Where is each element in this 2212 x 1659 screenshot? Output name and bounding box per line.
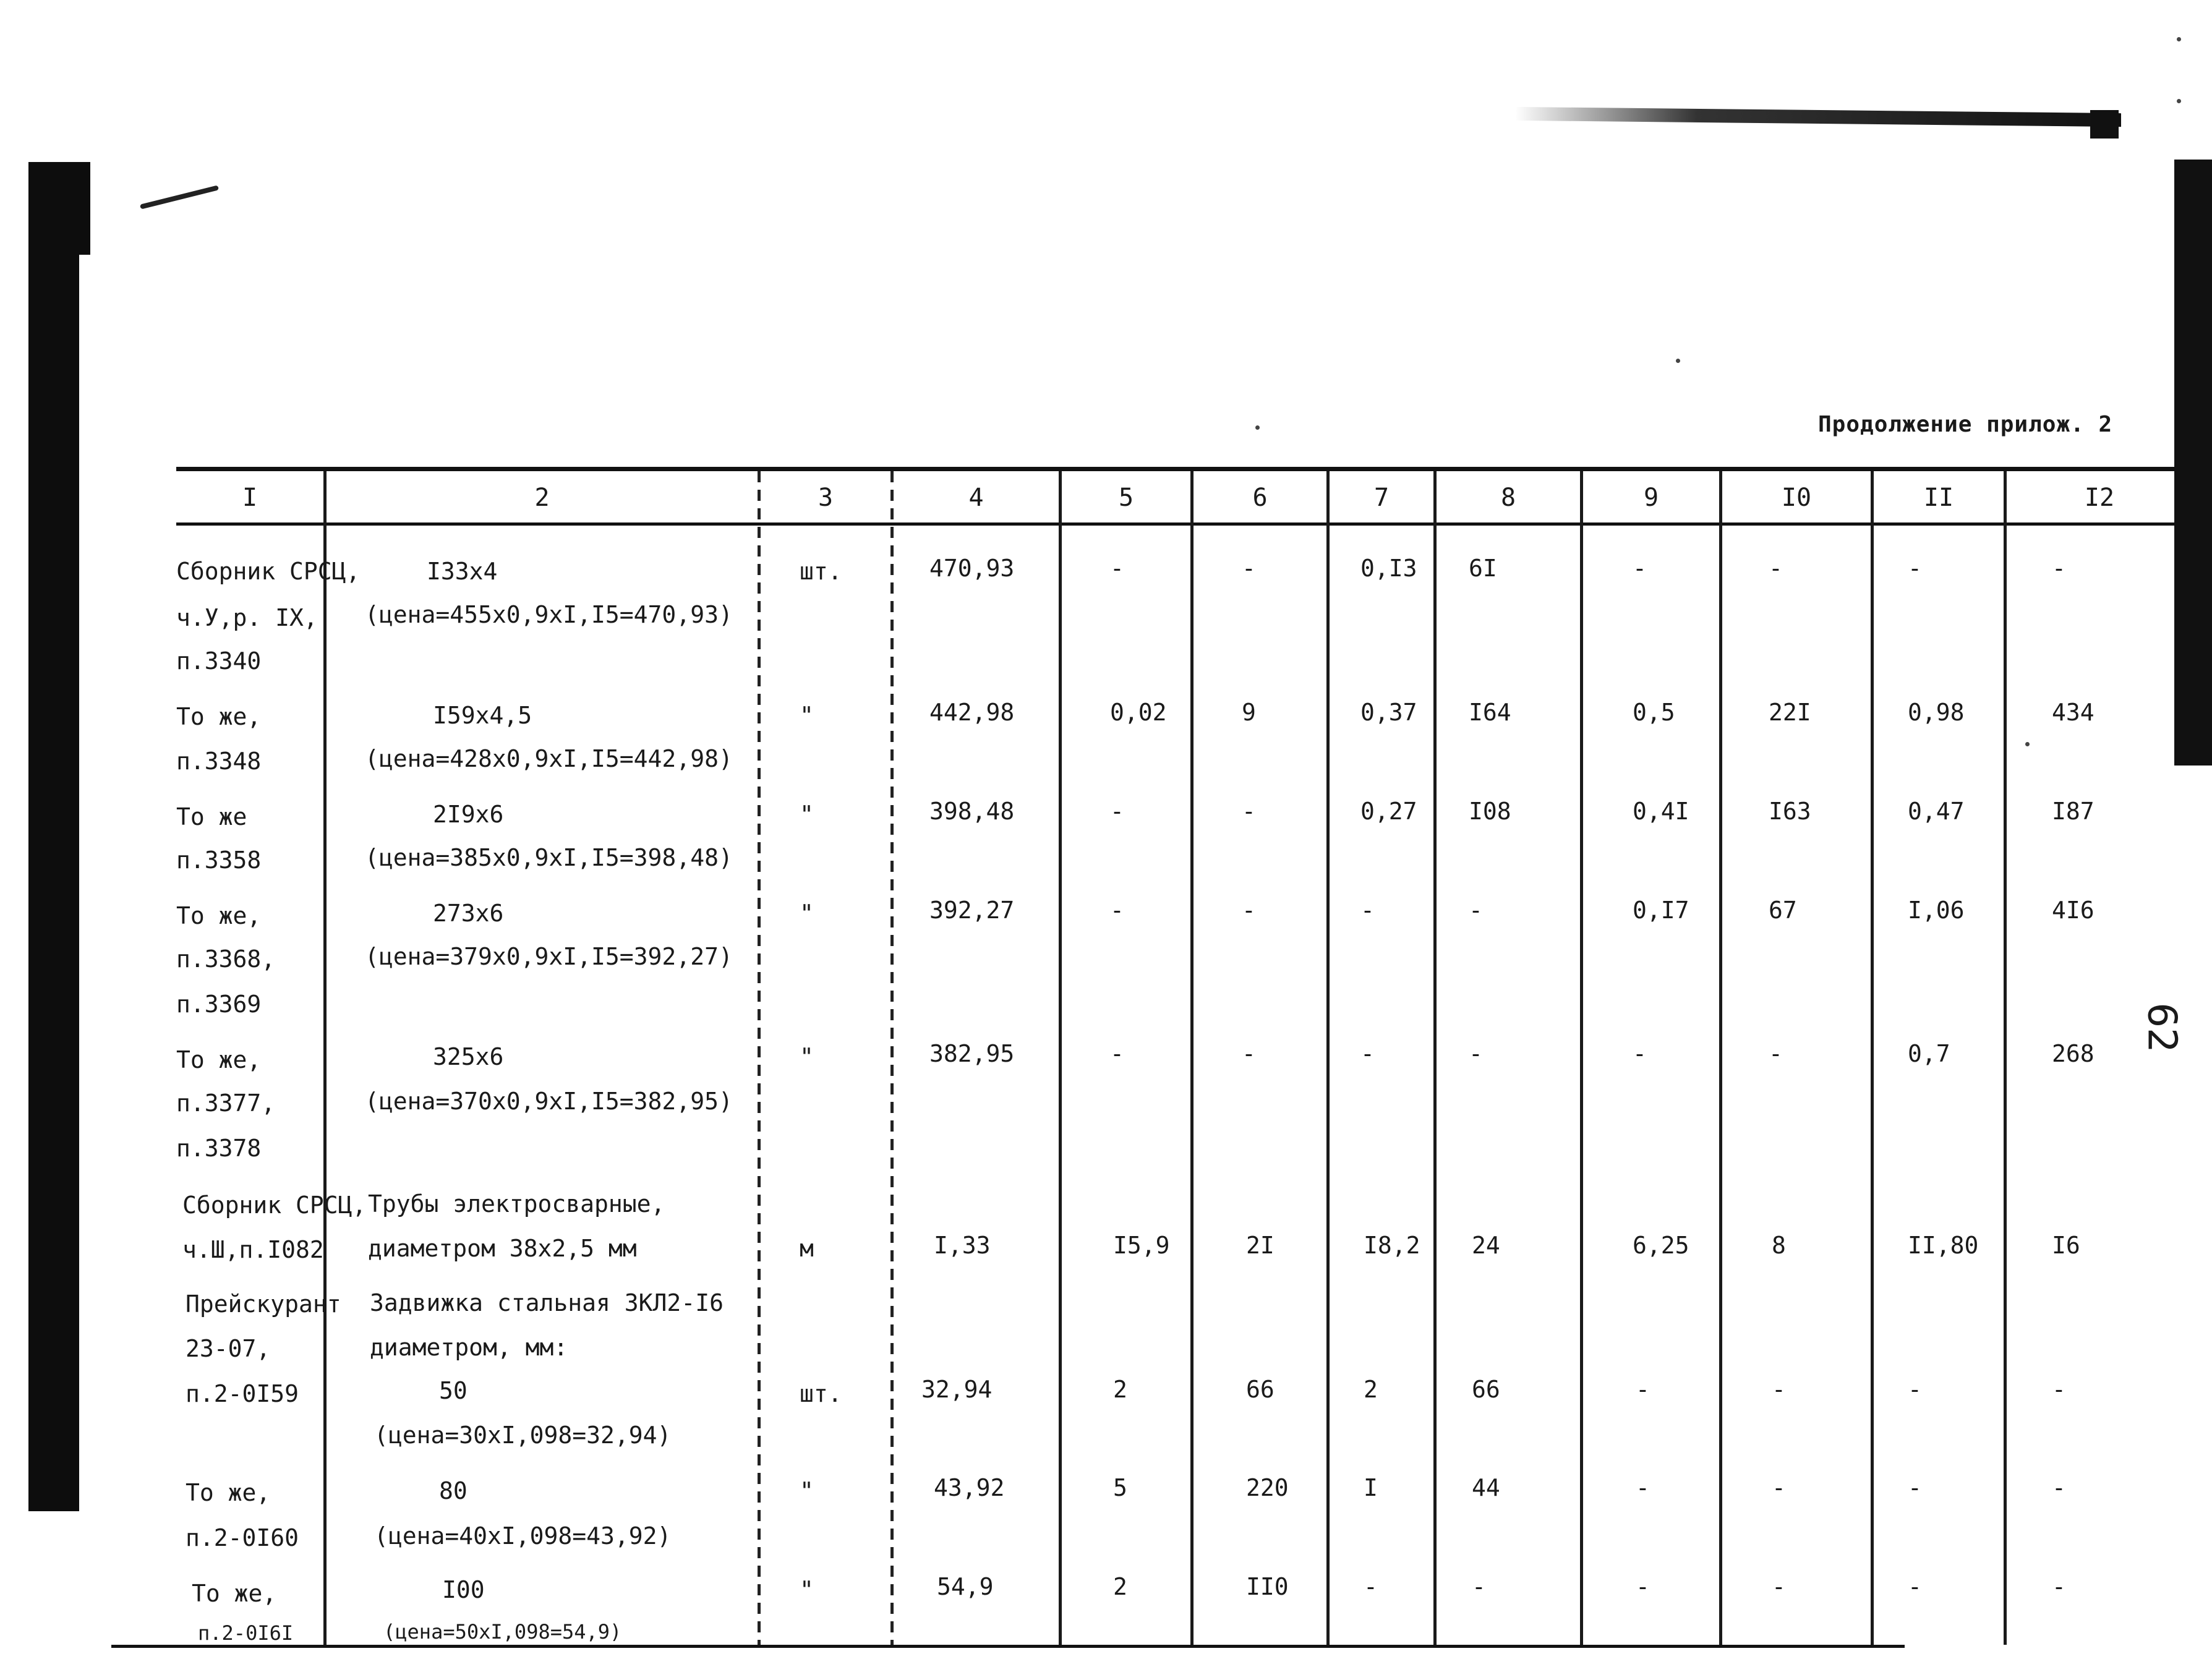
row-value-col4: 442,98 (929, 699, 1015, 726)
row-source: 23-07, (186, 1335, 271, 1362)
row-unit: " (800, 801, 814, 828)
row-value-col4: 470,93 (929, 555, 1015, 582)
row-unit: " (800, 1576, 814, 1603)
scan-streak-top (1515, 107, 2121, 127)
row-value-col9: - (1633, 1040, 1647, 1067)
row-description: 2I9x6 (433, 801, 504, 828)
row-value-col8: I64 (1469, 699, 1511, 726)
row-source: То же, (176, 703, 262, 730)
header-col-8: 8 (1500, 484, 1516, 512)
row-value-col12: 4I6 (2052, 897, 2095, 924)
row-value-col11: - (1908, 1474, 1922, 1501)
row-value-col12: - (2052, 1474, 2066, 1501)
row-unit: " (800, 702, 814, 729)
row-value-col10: - (1772, 1474, 1786, 1501)
row-description: (цена=50xI,098=54,9) (383, 1620, 622, 1644)
row-description: (цена=385x0,9xI,I5=398,48) (365, 844, 733, 871)
row-value-col6: 66 (1246, 1376, 1275, 1403)
row-description: (цена=370x0,9xI,I5=382,95) (365, 1088, 733, 1115)
row-source: п.3368, (176, 945, 276, 973)
row-source: п.2-0I59 (186, 1380, 299, 1407)
row-value-col12: - (2052, 555, 2066, 582)
header-col-3: 3 (818, 484, 834, 512)
row-value-col5: 0,02 (1110, 699, 1167, 726)
speck (2025, 742, 2030, 746)
header-col-2: 2 (534, 484, 550, 512)
row-value-col8: - (1472, 1573, 1486, 1600)
row-source: п.3358 (176, 847, 262, 874)
row-unit: " (800, 1043, 814, 1070)
header-col-5: 5 (1118, 484, 1134, 512)
row-value-col8: 44 (1472, 1474, 1500, 1501)
row-value-col11: 0,7 (1908, 1040, 1950, 1067)
column-divider (1190, 471, 1194, 1645)
row-description: Трубы электросварные, (368, 1190, 665, 1218)
header-col-12: I2 (2084, 484, 2115, 512)
row-value-col12: I6 (2052, 1232, 2080, 1259)
row-value-col8: - (1469, 1040, 1483, 1067)
continuation-note: Продолжение прилож. 2 (1818, 412, 2113, 437)
speck (1255, 425, 1260, 430)
row-source: То же, (186, 1479, 271, 1506)
row-description: I33x4 (427, 558, 498, 585)
row-description: (цена=455x0,9xI,I5=470,93) (365, 601, 733, 628)
row-value-col8: 6I (1469, 555, 1497, 582)
row-description: 50 (439, 1377, 468, 1404)
row-value-col11: II,80 (1908, 1232, 1979, 1259)
row-source: п.3369 (176, 991, 262, 1018)
row-unit: " (800, 1477, 814, 1504)
pen-mark (140, 185, 219, 209)
row-value-col4: 32,94 (921, 1376, 993, 1403)
row-value-col7: - (1360, 897, 1375, 924)
row-value-col10: - (1772, 1376, 1786, 1403)
row-source: п.2-0I60 (186, 1524, 299, 1551)
row-value-col7: I (1364, 1474, 1378, 1501)
row-description: диаметром 38x2,5 мм (368, 1235, 637, 1262)
row-description: Задвижка стальная 3КЛ2-I6 (370, 1289, 724, 1316)
row-value-col9: 0,I7 (1633, 897, 1689, 924)
row-source: п.2-0I6I (198, 1621, 294, 1645)
column-divider (1871, 471, 1874, 1645)
header-col-6: 6 (1252, 484, 1268, 512)
row-value-col6: - (1242, 1040, 1256, 1067)
row-value-col11: - (1908, 1573, 1922, 1600)
row-source: То же (176, 803, 247, 830)
row-description: I59x4,5 (433, 702, 532, 729)
row-value-col4: 392,27 (929, 897, 1015, 924)
scan-streak-top-end (2090, 110, 2119, 139)
row-value-col8: 24 (1472, 1232, 1500, 1259)
row-value-col11: I,06 (1908, 897, 1965, 924)
row-value-col9: - (1633, 555, 1647, 582)
speck (2177, 37, 2181, 41)
row-source: То же, (192, 1580, 277, 1607)
row-value-col10: 67 (1769, 897, 1797, 924)
row-value-col12: 434 (2052, 699, 2095, 726)
row-value-col6: II0 (1246, 1573, 1289, 1600)
column-divider (1059, 471, 1062, 1645)
row-source: п.3378 (176, 1135, 262, 1162)
row-value-col4: 43,92 (934, 1474, 1005, 1501)
row-value-col5: - (1110, 798, 1124, 825)
row-value-col10: - (1772, 1573, 1786, 1600)
row-unit: " (800, 900, 814, 927)
row-source: То же, (176, 1046, 262, 1073)
row-value-col9: 0,4I (1633, 798, 1689, 825)
row-value-col7: - (1360, 1040, 1375, 1067)
header-col-11: II (1923, 484, 1954, 512)
column-divider (1580, 471, 1583, 1645)
row-value-col7: 0,37 (1360, 699, 1417, 726)
header-col-7: 7 (1373, 484, 1390, 512)
row-value-col5: - (1110, 555, 1124, 582)
row-value-col6: 9 (1242, 699, 1256, 726)
row-description: (цена=428x0,9xI,I5=442,98) (365, 745, 733, 772)
row-source: Сборник СРСЦ, (182, 1192, 367, 1219)
row-value-col6: 220 (1246, 1474, 1289, 1501)
row-value-col7: - (1364, 1573, 1378, 1600)
column-divider (1719, 471, 1722, 1645)
row-value-col9: - (1636, 1573, 1650, 1600)
row-value-col4: I,33 (934, 1232, 991, 1259)
header-col-9: 9 (1643, 484, 1659, 512)
row-value-col4: 382,95 (929, 1040, 1015, 1067)
row-value-col9: - (1636, 1474, 1650, 1501)
scan-border-left (28, 162, 79, 1511)
column-divider (2004, 471, 2007, 1645)
row-description: 325x6 (433, 1043, 504, 1070)
header-col-4: 4 (968, 484, 984, 512)
row-value-col7: I8,2 (1364, 1232, 1420, 1259)
row-description: (цена=30xI,098=32,94) (374, 1422, 672, 1449)
row-value-col8: - (1469, 897, 1483, 924)
row-value-col6: 2I (1246, 1232, 1275, 1259)
row-description: 273x6 (433, 900, 504, 927)
table-bottom-rule (111, 1645, 1905, 1648)
row-value-col5: 2 (1113, 1573, 1127, 1600)
row-value-col10: 8 (1772, 1232, 1786, 1259)
column-divider (758, 471, 761, 1645)
row-source: ч.У,р. IX, (176, 604, 318, 631)
speck (1676, 359, 1680, 363)
row-value-col11: - (1908, 555, 1922, 582)
row-value-col6: - (1242, 897, 1256, 924)
row-value-col12: I87 (2052, 798, 2095, 825)
scan-border-right (2174, 160, 2212, 766)
row-value-col9: 0,5 (1633, 699, 1675, 726)
row-value-col7: 2 (1364, 1376, 1378, 1403)
row-value-col10: - (1769, 555, 1783, 582)
row-value-col5: 2 (1113, 1376, 1127, 1403)
row-value-col5: - (1110, 1040, 1124, 1067)
table-top-rule (176, 467, 2198, 471)
row-description: (цена=40xI,098=43,92) (374, 1522, 672, 1550)
row-source: То же, (176, 902, 262, 929)
row-value-col8: 66 (1472, 1376, 1500, 1403)
row-value-col11: - (1908, 1376, 1922, 1403)
row-value-col9: - (1636, 1376, 1650, 1403)
row-value-col5: - (1110, 897, 1124, 924)
row-value-col11: 0,98 (1908, 699, 1965, 726)
column-divider (323, 471, 327, 1645)
row-value-col5: 5 (1113, 1474, 1127, 1501)
row-source: Сборник СРСЦ, (176, 558, 361, 585)
row-source: п.3348 (176, 748, 262, 775)
header-col-10: I0 (1781, 484, 1812, 512)
row-value-col4: 398,48 (929, 798, 1015, 825)
page-number: 62 (2138, 1002, 2185, 1053)
row-description: I00 (442, 1576, 485, 1603)
row-source: Прейскурант (186, 1290, 341, 1318)
row-source: п.3340 (176, 647, 262, 675)
row-value-col6: - (1242, 555, 1256, 582)
header-col-1: I (242, 484, 258, 512)
table-header-rule (176, 522, 2198, 526)
row-value-col12: - (2052, 1376, 2066, 1403)
column-divider (1433, 471, 1437, 1645)
row-source: ч.Ш,п.I082 (182, 1236, 324, 1263)
row-value-col10: I63 (1769, 798, 1811, 825)
row-description: (цена=379x0,9xI,I5=392,27) (365, 943, 733, 970)
row-value-col7: 0,I3 (1360, 555, 1417, 582)
row-description: 80 (439, 1477, 468, 1504)
row-source: п.3377, (176, 1090, 276, 1117)
row-unit: шт. (800, 558, 842, 585)
row-value-col10: - (1769, 1040, 1783, 1067)
column-divider (890, 471, 894, 1645)
row-unit: м (800, 1235, 814, 1262)
speck (2177, 99, 2181, 103)
row-description: диаметром, мм: (370, 1334, 568, 1361)
row-value-col10: 22I (1769, 699, 1811, 726)
row-value-col8: I08 (1469, 798, 1511, 825)
row-value-col9: 6,25 (1633, 1232, 1689, 1259)
column-divider (1326, 471, 1330, 1645)
row-value-col5: I5,9 (1113, 1232, 1170, 1259)
row-value-col12: - (2052, 1573, 2066, 1600)
row-value-col4: 54,9 (937, 1573, 994, 1600)
row-value-col11: 0,47 (1908, 798, 1965, 825)
row-value-col12: 268 (2052, 1040, 2095, 1067)
row-value-col6: - (1242, 798, 1256, 825)
row-unit: шт. (800, 1380, 842, 1407)
row-value-col7: 0,27 (1360, 798, 1417, 825)
scan-border-left-top (28, 162, 90, 255)
